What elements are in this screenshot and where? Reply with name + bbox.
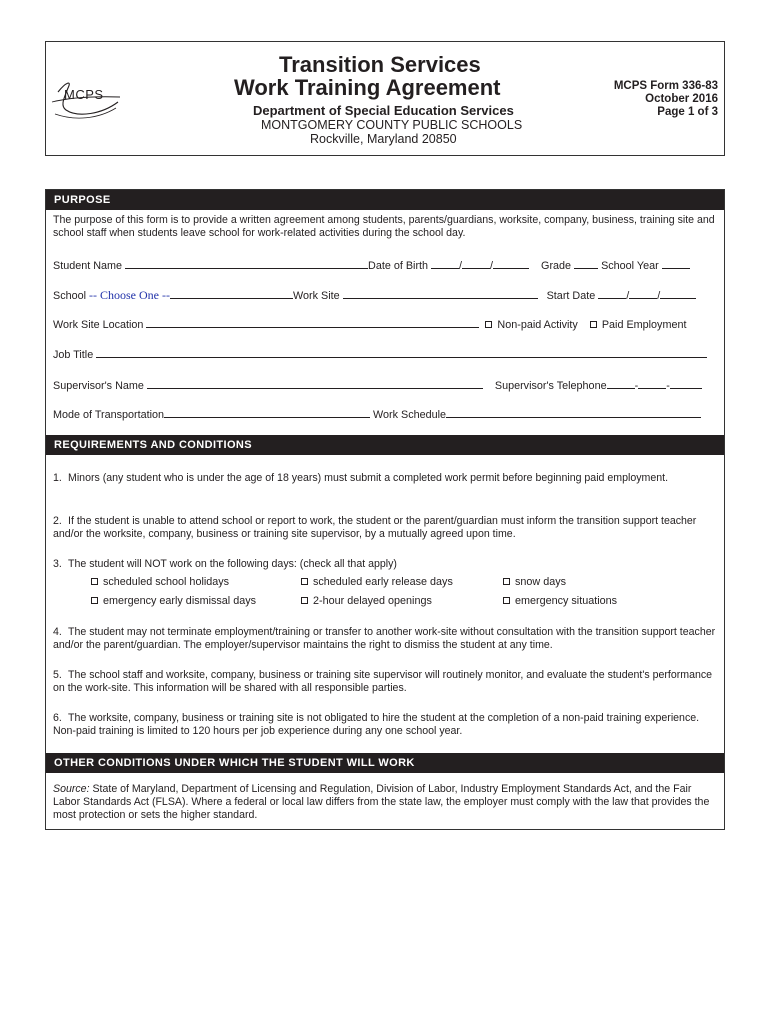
day-option-6: emergency situations — [503, 595, 617, 607]
job-title-row — [53, 348, 707, 361]
phone-line-field[interactable] — [670, 379, 702, 389]
early-release-checkbox[interactable] — [301, 578, 308, 585]
grade-field[interactable] — [574, 259, 598, 269]
school-row: School -- Choose One -- Work Site Start Date / / — [53, 288, 696, 303]
paid-label: Paid Employment — [601, 319, 687, 331]
source-label: Source: — [53, 783, 90, 795]
school-label: School — [53, 290, 87, 302]
supervisor-name-field[interactable] — [147, 379, 483, 389]
school-system: MONTGOMERY COUNTY PUBLIC SCHOOLS — [261, 118, 523, 132]
school-year-field[interactable] — [662, 259, 690, 269]
start-day-field[interactable] — [629, 289, 657, 299]
dob-year-field[interactable] — [493, 259, 529, 269]
dob-label: Date of Birth — [368, 260, 429, 272]
supervisor-row: Supervisor's Name Supervisor's Telephone - - — [53, 379, 702, 392]
requirement-item-3: 3. The student will NOT work on the following days: (check all that apply) — [53, 558, 397, 570]
non-paid-checkbox[interactable] — [485, 321, 492, 328]
source-paragraph — [53, 783, 717, 822]
requirement-item-6: 6. The worksite, company, business or training site is not obligated to hire the student at the completion of a non-paid training experience. Non-paid training is limited to 120 hours per job experience during any one school year. — [53, 712, 700, 737]
mode-transport-field[interactable] — [164, 408, 370, 418]
school-holidays-checkbox[interactable] — [91, 578, 98, 585]
phone-area-field[interactable] — [607, 379, 635, 389]
emergency-dismissal-checkbox[interactable] — [91, 597, 98, 604]
department: Department of Special Education Services — [253, 103, 514, 118]
school-select[interactable]: -- Choose One -- — [89, 288, 170, 302]
school-field[interactable] — [170, 289, 293, 299]
requirement-item-5: 5. The school staff and worksite, company, business or training site supervisor will routinely monitor, and evaluate the student's performance on the work-site. This information will be shared with all responsible parties. — [53, 669, 713, 694]
requirements-heading: REQUIREMENTS AND CONDITIONS — [46, 435, 724, 455]
requirement-item-2: 2. If the student is unable to attend school or report to work, the student or the parent/guardian must inform the transition support teacher and/or the worksite, company, business or training site supervisor, by a mutually agreed upon time. — [53, 515, 697, 540]
transport-row — [53, 408, 701, 421]
student-info-row: Student Name Date of Birth / / Grade School Year — [53, 259, 690, 272]
student-name-field[interactable] — [125, 259, 368, 269]
emergency-situations-checkbox[interactable] — [503, 597, 510, 604]
grade-label: Grade — [541, 260, 572, 272]
purpose-text: The purpose of this form is to provide a written agreement among students, parents/guardians, worksite, company, business, training site and school staff when students leave school for work-related activities during the school day. — [53, 214, 715, 239]
requirement-item-4: 4. The student may not terminate employment/training or transfer to another work-site without consultation with the transition support teacher and/or the parent/guardian. The employer/supervisor maintains the right to dismiss the student at any time. — [53, 626, 716, 651]
requirement-item-1: 1. Minors (any student who is under the age of 18 years) must submit a completed work permit before beginning paid employment. — [53, 472, 669, 484]
logo-text: MCPS — [64, 87, 104, 102]
job-title-field[interactable] — [96, 348, 707, 358]
title-line1: Transition Services — [279, 52, 481, 77]
purpose-heading: PURPOSE — [46, 190, 724, 210]
work-site-location-label: Work Site Location — [53, 319, 144, 331]
start-year-field[interactable] — [660, 289, 696, 299]
phone-prefix-field[interactable] — [638, 379, 666, 389]
non-paid-label: Non-paid Activity — [497, 319, 578, 331]
work-site-location-field[interactable] — [146, 318, 479, 328]
location-row — [53, 318, 686, 331]
start-month-field[interactable] — [598, 289, 626, 299]
start-date-label: Start Date — [546, 290, 596, 302]
location: Rockville, Maryland 20850 — [310, 132, 457, 146]
page-number: Page 1 of 3 — [657, 106, 718, 118]
dob-month-field[interactable] — [431, 259, 459, 269]
other-conditions-heading: OTHER CONDITIONS UNDER WHICH THE STUDENT WILL WORK — [46, 753, 724, 773]
mode-transport-label: Mode of Transportation — [53, 409, 165, 421]
form-number: MCPS Form 336-83 — [613, 80, 718, 92]
day-option-2: scheduled early release days — [301, 576, 453, 588]
paid-checkbox[interactable] — [590, 321, 597, 328]
form-date: October 2016 — [645, 93, 718, 105]
work-site-field[interactable] — [343, 289, 538, 299]
snow-days-checkbox[interactable] — [503, 578, 510, 585]
student-name-label: Student Name — [53, 260, 123, 272]
supervisor-phone-label: Supervisor's Telephone — [494, 380, 607, 392]
work-schedule-field[interactable] — [446, 408, 701, 418]
school-year-label: School Year — [601, 260, 659, 272]
day-option-1: scheduled school holidays — [91, 576, 229, 588]
job-title-label: Job Title — [53, 349, 94, 361]
work-site-label: Work Site — [293, 290, 340, 302]
supervisor-name-label: Supervisor's Name — [53, 380, 144, 392]
day-option-3: snow days — [503, 576, 566, 588]
title-line2: Work Training Agreement — [234, 75, 501, 100]
delayed-openings-checkbox[interactable] — [301, 597, 308, 604]
day-option-4: emergency early dismissal days — [91, 595, 256, 607]
dob-day-field[interactable] — [462, 259, 490, 269]
work-schedule-label: Work Schedule — [373, 409, 447, 421]
source-text: State of Maryland, Department of Licensing and Regulation, Division of Labor, Industry Employment Standards Act, and the Fair Labor Standards Act (FLSA). Where a federal or local law differs from the state law, the employer must comply with the law that provides the most protection or sets the higher standard. — [53, 783, 710, 821]
day-option-5: 2-hour delayed openings — [301, 595, 432, 607]
